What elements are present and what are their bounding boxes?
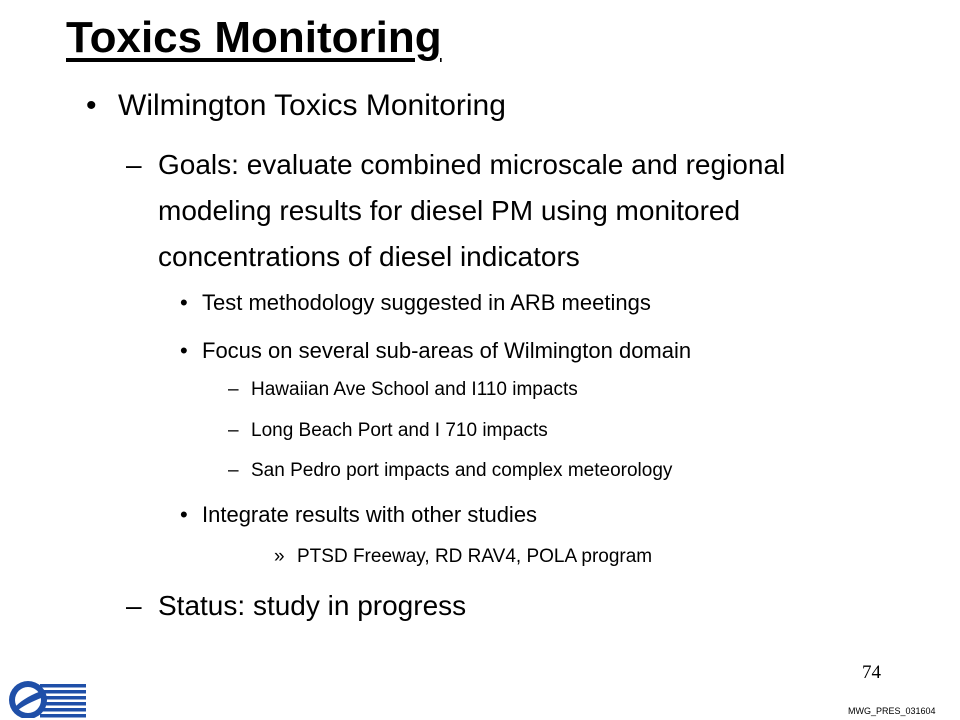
dash-marker: – [228,420,239,441]
dash-marker: – [228,460,239,481]
bullet-marker: • [86,89,97,122]
raquo-marker: » [274,546,285,567]
bullet-wilmington: Wilmington Toxics Monitoring [118,89,506,122]
dash-marker: – [126,149,142,180]
goals-line-2: modeling results for diesel PM using monitored [158,195,741,226]
goals-line-1: Goals: evaluate combined microscale and regional [158,149,786,180]
agency-logo-icon [4,676,88,718]
sub-sub-item-long-beach: Long Beach Port and I 710 impacts [251,420,548,441]
bullet-marker: • [180,338,188,363]
sub-item-integrate: Integrate results with other studies [202,502,538,527]
sub-item-test-methodology: Test methodology suggested in ARB meetings [202,290,651,315]
sub-sub-item-hawaiian: Hawaiian Ave School and I110 impacts [251,379,578,400]
dash-marker: – [126,590,142,621]
programs-item: PTSD Freeway, RD RAV4, POLA program [297,546,653,567]
sub-sub-item-san-pedro: San Pedro port impacts and complex meteorology [251,460,673,481]
dash-marker: – [228,379,239,400]
goals-line-3: concentrations of diesel indicators [158,241,580,272]
slide-title: Toxics Monitoring [66,13,442,62]
page-number: 74 [862,662,881,683]
status-item: Status: study in progress [158,590,467,621]
sub-item-focus: Focus on several sub-areas of Wilmington domain [202,338,692,363]
bullet-marker: • [180,290,188,315]
bullet-marker: • [180,502,188,527]
footer-code: MWG_PRES_031604 [848,706,936,716]
